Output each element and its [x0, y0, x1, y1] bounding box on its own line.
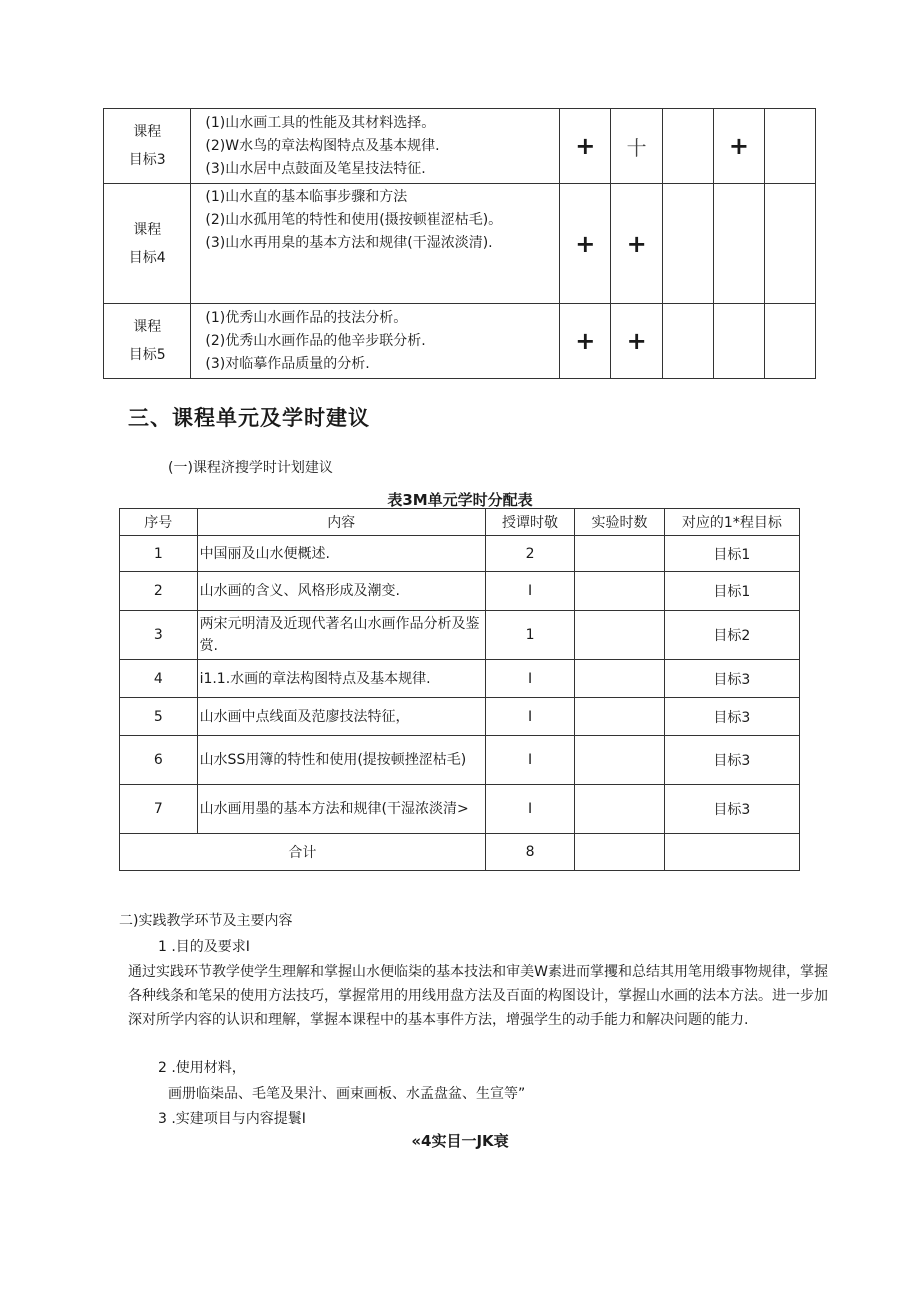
objective-label — [104, 109, 191, 184]
row-lab-hours — [575, 698, 664, 736]
objective-item: (3)对临摹作品质量的分析. — [205, 355, 370, 372]
label-line: 目标5 — [128, 347, 166, 363]
label-line: 课程 — [133, 124, 162, 140]
section-heading: 三、课程单元及学时建议 — [128, 406, 370, 430]
objective-row — [104, 304, 816, 379]
row-number: 1 — [120, 536, 198, 572]
row-hours: I — [485, 785, 574, 834]
row-content: 山水画的含义、风格形成及潮变. — [197, 572, 485, 611]
row-target: 目标3 — [664, 698, 799, 736]
row-target: 目标3 — [664, 660, 799, 698]
item2-label: 2 .使用材料， — [158, 1060, 246, 1076]
support-mark: + — [611, 184, 662, 304]
header-cell: 序号 — [120, 509, 198, 536]
header-cell: 内容 — [197, 509, 485, 536]
support-mark: + — [560, 304, 611, 379]
support-mark — [662, 304, 713, 379]
objective-item: (2)优秀山水画作品的他辛步联分析. — [205, 332, 426, 349]
support-mark — [765, 304, 816, 379]
table-row — [120, 611, 800, 660]
row-number: 7 — [120, 785, 198, 834]
objective-label — [104, 184, 191, 304]
table-row — [120, 572, 800, 611]
row-number: 6 — [120, 736, 198, 785]
table4-caption: «4实目一JK衰 — [411, 1132, 509, 1150]
hours-table-caption: 表3M单元学时分配表 — [387, 491, 533, 509]
support-mark: + — [713, 109, 764, 184]
objective-item: (1)山水画工具的性能及其材料选择。 — [205, 114, 436, 131]
support-mark — [765, 109, 816, 184]
objective-item: (1)山水直的基本临事步骤和方法 — [205, 189, 408, 205]
row-lab-hours — [575, 736, 664, 785]
row-target: 目标2 — [664, 611, 799, 660]
row-hours: I — [485, 698, 574, 736]
subsection-heading: (一)课程济搜学时计划建议 — [168, 460, 333, 476]
objective-item: (3)山水居中点鼓面及笔星技法特征. — [205, 160, 426, 177]
row-target: 目标1 — [664, 536, 799, 572]
objective-item: (2)山水孤用笔的特性和使用(摄按顿崔涩枯毛)。 — [205, 212, 503, 228]
total-hours: 8 — [485, 834, 574, 871]
table-header-row — [120, 509, 800, 536]
row-hours: I — [485, 736, 574, 785]
header-cell: 对应的1*程目标 — [664, 509, 799, 536]
item1-body: 通过实践环节教学使学生理解和掌握山水便临柒的基本技法和审美W素进而掌攫和总结其用笔用缎事物规律，掌握各种线条和笔呆的使用方法技巧，掌握常用的用线用盘方法及百面的构图设计，掌握山水画的法本方法。进一步加深对所学内容的认识和理解，掌握本课程中的基本事件方法，增强学生的动手能力和解决问题的能力. — [128, 964, 828, 1028]
row-number: 5 — [120, 698, 198, 736]
objective-row — [104, 109, 816, 184]
objective-item: (3)山水再用臬的基本方法和规律(干湿浓淡清). — [205, 235, 493, 251]
objective-label — [104, 304, 191, 379]
row-content: 山水SS用簿的特性和使用(提按顿挫涩枯毛) — [197, 736, 485, 785]
row-target: 目标1 — [664, 572, 799, 611]
row-content: 山水画用墨的基本方法和规律(干湿浓淡清> — [197, 785, 485, 834]
objective-item: (1)优秀山水画作品的技法分析。 — [205, 309, 408, 326]
row-target: 目标3 — [664, 785, 799, 834]
support-mark: + — [560, 109, 611, 184]
total-target — [664, 834, 799, 871]
objective-content — [191, 184, 560, 304]
row-number: 4 — [120, 660, 198, 698]
row-lab-hours — [575, 572, 664, 611]
total-label: 合计 — [120, 834, 486, 871]
support-mark — [765, 184, 816, 304]
row-hours: I — [485, 572, 574, 611]
table-row — [120, 736, 800, 785]
total-lab-hours — [575, 834, 664, 871]
header-cell: 授谭时敬 — [485, 509, 574, 536]
objective-content — [191, 304, 560, 379]
row-lab-hours — [575, 611, 664, 660]
support-mark — [713, 304, 764, 379]
row-number: 2 — [120, 572, 198, 611]
table-row — [120, 660, 800, 698]
item2-body: 画册临柒品、毛笔及果汁、画束画板、水孟盘盆、生宣等” — [168, 1086, 526, 1102]
table-total-row — [120, 834, 800, 871]
label-line: 课程 — [133, 319, 162, 335]
objective-content — [191, 109, 560, 184]
row-content: 中国丽及山水便概述. — [197, 536, 485, 572]
row-content: 两宋元明清及近现代著名山水画作品分析及鉴赏. — [197, 611, 485, 660]
header-cell: 实验时数 — [575, 509, 664, 536]
row-lab-hours — [575, 536, 664, 572]
row-content: 山水画中点线面及范廖技法特征， — [197, 698, 485, 736]
hours-table — [119, 508, 800, 871]
row-hours: 1 — [485, 611, 574, 660]
support-mark — [662, 109, 713, 184]
row-hours: I — [485, 660, 574, 698]
table-row — [120, 536, 800, 572]
objective-row — [104, 184, 816, 304]
row-lab-hours — [575, 660, 664, 698]
item3-label: 3 .实建项目与内容提鬟I — [158, 1111, 306, 1127]
objectives-table — [103, 108, 816, 379]
row-number: 3 — [120, 611, 198, 660]
support-mark: + — [560, 184, 611, 304]
item1-label: 1 .目的及要求I — [158, 939, 250, 955]
support-mark: 十 — [611, 109, 662, 184]
label-line: 目标3 — [128, 152, 166, 168]
table-row — [120, 785, 800, 834]
row-lab-hours — [575, 785, 664, 834]
table-row — [120, 698, 800, 736]
support-mark: + — [611, 304, 662, 379]
row-target: 目标3 — [664, 736, 799, 785]
support-mark — [662, 184, 713, 304]
row-content: i1.1.水画的章法构图特点及基本规律. — [197, 660, 485, 698]
row-hours: 2 — [485, 536, 574, 572]
support-mark — [713, 184, 764, 304]
label-line: 目标4 — [128, 249, 166, 266]
practice-heading: 二)实践教学环节及主要内容 — [119, 913, 293, 929]
objective-item: (2)W水鸟的章法构图特点及基本规律. — [205, 137, 440, 154]
label-line: 课程 — [133, 221, 162, 238]
